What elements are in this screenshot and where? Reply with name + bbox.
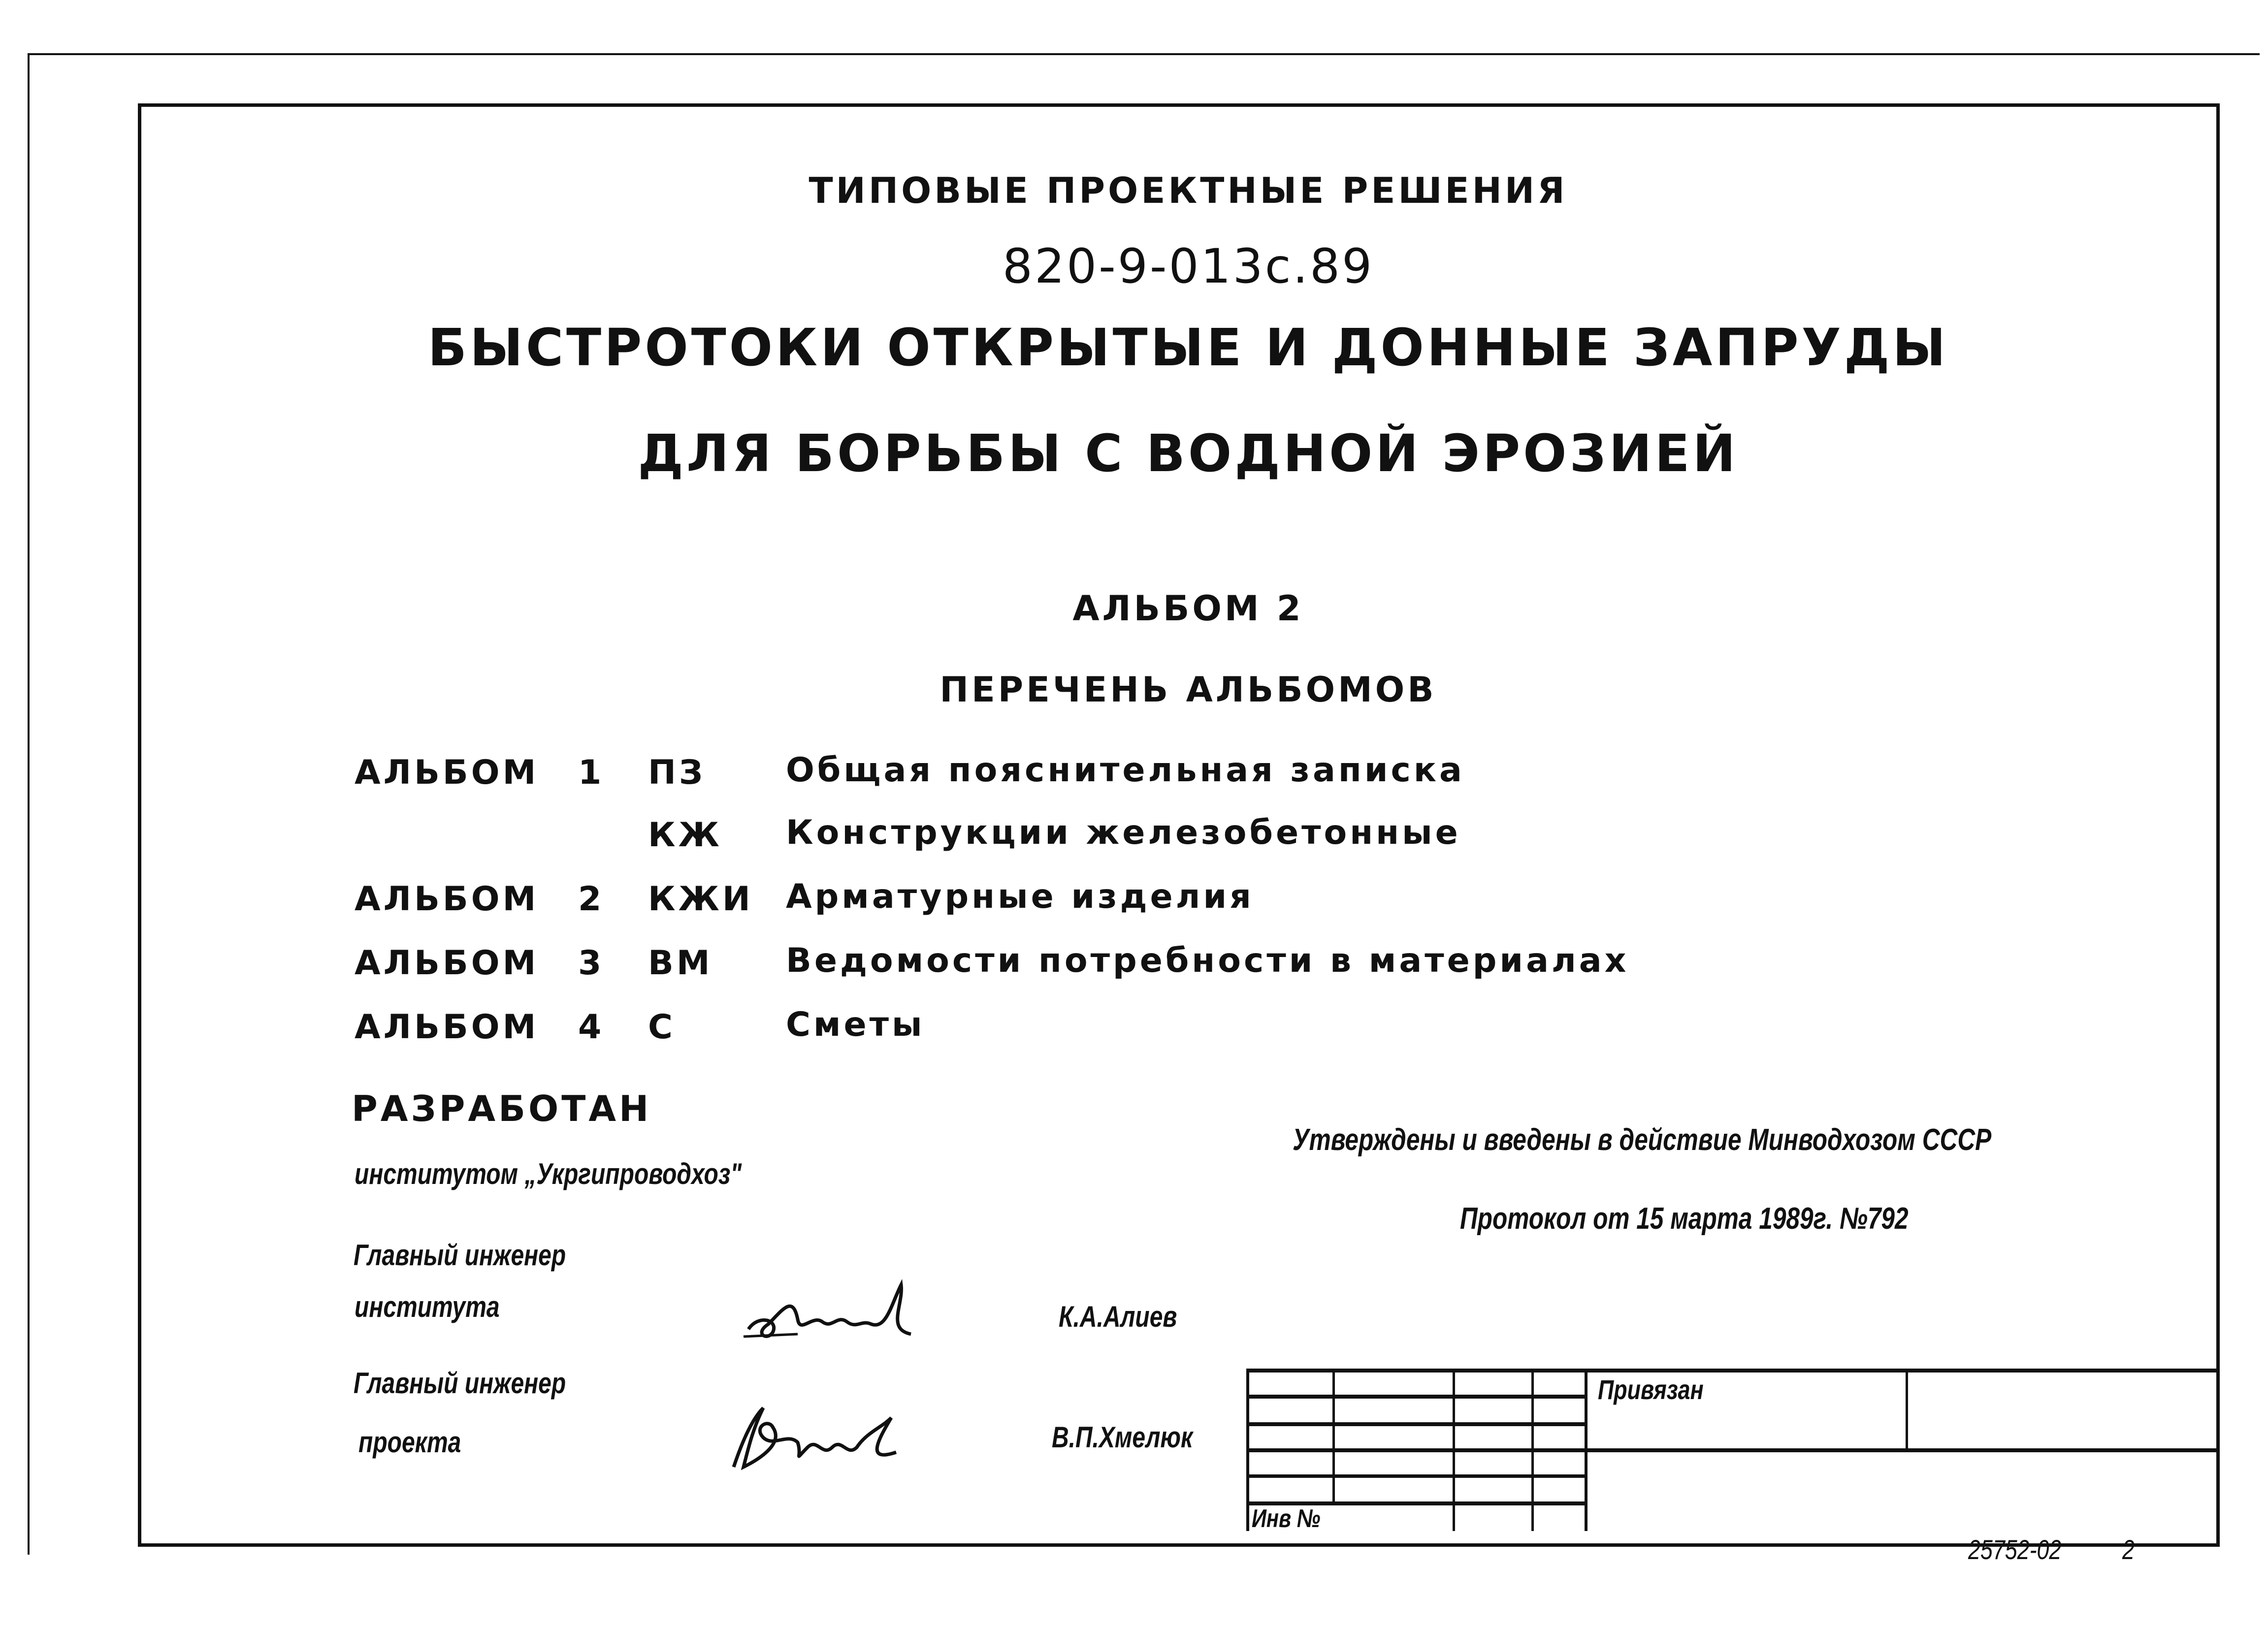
album-code: КЖИ	[648, 880, 753, 919]
chief-engineer-project-label-1: Главный инженер	[354, 1367, 566, 1400]
title-line-1: БЫСТРОТОКИ ОТКРЫТЫЕ И ДОННЫЕ ЗАПРУДЫ	[427, 318, 1949, 378]
album-name: Конструкции железобетонные	[786, 813, 1461, 852]
chief-engineer-institute-label-1: Главный инженер	[354, 1239, 566, 1272]
outer-top-line	[29, 53, 2260, 55]
approval-line-2: Протокол от 15 марта 1989г. №792	[1460, 1202, 1909, 1236]
sheet-code: 25752-02	[1968, 1534, 2062, 1565]
album-label: АЛЬБОМ 2	[1072, 588, 1304, 629]
outer-left-line	[28, 53, 30, 1555]
developer-institute: институтом „Укргипроводхоз"	[355, 1157, 742, 1190]
bound-label: Привязан	[1598, 1374, 1704, 1405]
album-list-heading: ПЕРЕЧЕНЬ АЛЬБОМОВ	[940, 670, 1437, 710]
title-line-2: ДЛЯ БОРЬБЫ С ВОДНОЙ ЭРОЗИЕЙ	[638, 423, 1739, 483]
document-code: 820-9-013с.89	[1002, 239, 1374, 294]
album-name: Сметы	[786, 1005, 925, 1044]
album-code: С	[648, 1008, 676, 1047]
album-number: 3	[578, 944, 605, 983]
inventory-number-label: Инв №	[1252, 1504, 1321, 1533]
album-number: 2	[578, 880, 605, 919]
album-number: 1	[578, 753, 605, 792]
album-name: Общая пояснительная записка	[786, 751, 1465, 790]
album-word: АЛЬБОМ	[355, 944, 539, 983]
series-title: ТИПОВЫЕ ПРОЕКТНЫЕ РЕШЕНИЯ	[809, 170, 1568, 211]
page-number: 2	[2122, 1534, 2135, 1565]
signature-khmelyuk	[719, 1398, 926, 1477]
signature-aliev	[739, 1275, 926, 1349]
album-name: Ведомости потребности в материалах	[786, 941, 1629, 980]
developed-heading: РАЗРАБОТАН	[352, 1088, 652, 1129]
album-code: КЖ	[648, 816, 722, 855]
album-word: АЛЬБОМ	[355, 753, 539, 792]
chief-engineer-institute-label-2: института	[355, 1290, 500, 1323]
approval-line-1: Утверждены и введены в действие Минводхозом СССР	[1293, 1123, 1992, 1157]
chief-engineer-project-label-2: проекта	[358, 1426, 461, 1459]
album-name: Арматурные изделия	[786, 877, 1254, 916]
album-code: ВМ	[648, 944, 713, 983]
album-word: АЛЬБОМ	[355, 880, 539, 919]
album-code: ПЗ	[648, 753, 706, 792]
album-number: 4	[578, 1008, 605, 1047]
album-word: АЛЬБОМ	[355, 1008, 539, 1047]
chief-engineer-project-name: В.П.Хмелюк	[1052, 1421, 1193, 1454]
chief-engineer-institute-name: К.А.Алиев	[1059, 1300, 1177, 1333]
